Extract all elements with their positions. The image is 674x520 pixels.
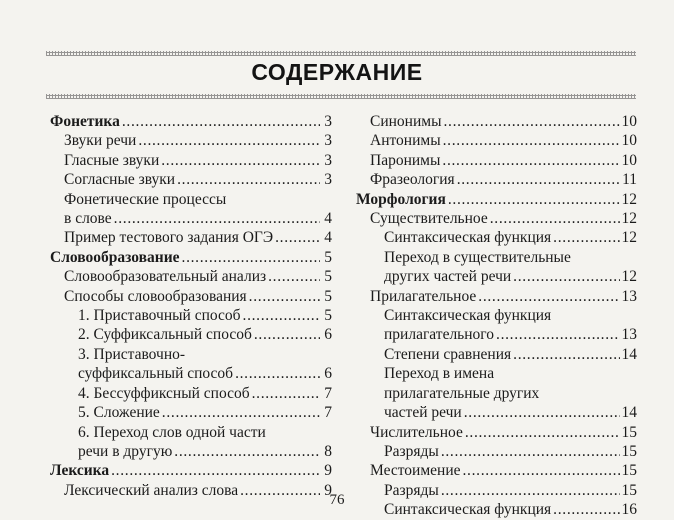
- toc-entry-text: 3. Приставочно-: [78, 345, 186, 363]
- toc-entry-text: Разряды: [384, 481, 439, 499]
- toc-entry[interactable]: [50, 151, 332, 170]
- dot-leader: [444, 112, 620, 131]
- toc-entry[interactable]: [356, 248, 637, 287]
- toc-entry-text: речи в другую: [78, 442, 173, 460]
- toc-page-number: 4: [324, 210, 332, 228]
- toc-entry[interactable]: [50, 306, 332, 325]
- page-number: 76: [329, 492, 345, 508]
- dot-leader: [138, 131, 320, 150]
- toc-page-number: 14: [621, 404, 637, 422]
- dot-leader: [496, 325, 619, 344]
- dot-leader: [122, 112, 320, 131]
- toc-entry[interactable]: [50, 423, 332, 462]
- dot-leader: [463, 461, 620, 480]
- toc-entry-text: Антонимы: [370, 132, 441, 150]
- toc-page-number: 7: [324, 404, 332, 422]
- toc-entry-text: Прилагательное: [370, 287, 477, 305]
- toc-entry[interactable]: [356, 461, 637, 480]
- toc-section-heading[interactable]: [50, 112, 332, 131]
- dot-leader: [254, 325, 320, 344]
- toc-entry[interactable]: [356, 423, 637, 442]
- toc-page-number: 15: [621, 442, 637, 460]
- toc-page-number: 12: [621, 190, 637, 208]
- toc-entry-text: Разряды: [384, 442, 439, 460]
- toc-entry-text: Гласные звуки: [64, 151, 160, 169]
- toc-page-number: 4: [324, 229, 332, 247]
- dot-leader: [249, 287, 320, 306]
- toc-page-number: 3: [324, 151, 332, 169]
- toc-entry[interactable]: [356, 364, 637, 422]
- toc-entry[interactable]: [356, 287, 637, 306]
- dot-leader: [464, 403, 620, 422]
- toc-page-number: 5: [324, 287, 332, 305]
- toc-page-number: 6: [324, 326, 332, 344]
- toc-entry-text: Пример тестового задания ОГЭ: [64, 229, 274, 247]
- dot-leader: [111, 461, 320, 480]
- dot-leader: [114, 209, 320, 228]
- toc-page-number: 3: [324, 132, 332, 150]
- toc-section-heading[interactable]: [356, 190, 637, 209]
- bottom-hatch-divider: [46, 94, 636, 99]
- toc-page-number: 13: [621, 326, 637, 344]
- toc-entry-text: Синонимы: [370, 113, 442, 130]
- toc-entry[interactable]: [50, 287, 332, 306]
- dot-leader: [174, 442, 320, 461]
- toc-entry-text: Переход в имена: [384, 365, 495, 383]
- dot-leader: [161, 151, 320, 170]
- toc-entry[interactable]: [356, 170, 637, 189]
- toc-page-number: 3: [324, 171, 332, 189]
- toc-entry-text: в слове: [64, 210, 112, 228]
- toc-entry[interactable]: [50, 228, 332, 247]
- toc-entry[interactable]: [356, 151, 637, 170]
- toc-right-column: [356, 112, 637, 520]
- toc-entry-text: Согласные звуки: [64, 171, 176, 189]
- toc-entry[interactable]: [356, 442, 637, 461]
- dot-leader: [465, 423, 620, 442]
- toc-entry[interactable]: [50, 403, 332, 422]
- dot-leader: [235, 364, 320, 383]
- dot-leader: [553, 228, 619, 247]
- dot-leader: [513, 345, 619, 364]
- toc-page-number: 14: [621, 345, 637, 363]
- toc-entry-text: Словообразовательный анализ: [64, 268, 267, 286]
- toc-entry[interactable]: [356, 228, 637, 247]
- toc-page-number: 9: [324, 481, 332, 499]
- toc-page-number: 6: [324, 365, 332, 383]
- toc-entry-text: Лексический анализ слова: [64, 481, 239, 499]
- toc-entry-text: 1. Приставочный способ: [78, 307, 241, 325]
- toc-entry[interactable]: [356, 345, 637, 364]
- toc-entry-text: 2. Суффиксальный способ: [78, 326, 252, 344]
- toc-entry[interactable]: [50, 190, 332, 229]
- toc-entry-text: суффиксальный способ: [78, 365, 234, 383]
- toc-entry-text: прилагательные других: [384, 384, 540, 402]
- toc-entry[interactable]: [50, 384, 332, 403]
- toc-entry-text: прилагательного: [384, 326, 495, 344]
- toc-entry-text: Синтаксическая функция: [384, 307, 552, 325]
- dot-leader: [457, 170, 620, 189]
- toc-entry-text: Переход в существительные: [384, 248, 571, 266]
- toc-entry[interactable]: [50, 170, 332, 189]
- toc-entry-text: Морфология: [356, 190, 446, 208]
- dot-leader: [243, 306, 320, 325]
- toc-section-heading[interactable]: [50, 461, 332, 480]
- dot-leader: [177, 170, 320, 189]
- toc-page-number: 13: [621, 287, 637, 305]
- toc-entry-text: Звуки речи: [64, 132, 137, 150]
- toc-entry-text: Степени сравнения: [384, 345, 512, 363]
- toc-page-number: 8: [324, 442, 332, 460]
- toc-entry-text: Существительное: [370, 210, 488, 228]
- toc-entry-text: Синтаксическая функция: [384, 229, 552, 247]
- toc-page-number: 12: [621, 210, 637, 228]
- toc-entry-text: Способы словообразования: [64, 287, 247, 305]
- toc-page-number: 15: [621, 462, 637, 480]
- toc-page-number: 11: [622, 171, 637, 189]
- toc-entry[interactable]: [356, 112, 637, 131]
- dot-leader: [478, 287, 619, 306]
- dot-leader: [275, 228, 320, 247]
- dot-leader: [162, 403, 320, 422]
- toc-entry-text: 4. Бессуффиксный способ: [78, 384, 250, 402]
- toc-entry-text: Фонетические процессы: [64, 190, 227, 208]
- toc-entry[interactable]: [50, 267, 332, 286]
- toc-entry-text: Словообразование: [50, 248, 180, 266]
- toc-left-column: [50, 112, 332, 500]
- page-title: СОДЕРЖАНИЕ: [251, 59, 423, 85]
- toc-entry-text: Синтаксическая функция: [384, 501, 552, 519]
- toc-section-heading[interactable]: [50, 248, 332, 267]
- dot-leader: [490, 209, 620, 228]
- toc-entry[interactable]: [356, 306, 637, 345]
- toc-entry-text: Числительное: [370, 423, 463, 441]
- dot-leader: [513, 267, 619, 286]
- toc-entry-text: других частей речи: [384, 268, 512, 286]
- toc-entry[interactable]: [50, 325, 332, 344]
- toc-entry[interactable]: [356, 131, 637, 150]
- toc-entry-text: частей речи: [384, 404, 462, 422]
- toc-entry[interactable]: [50, 131, 332, 150]
- toc-entry-text: Местоимение: [370, 462, 461, 480]
- toc-page-number: 5: [324, 268, 332, 286]
- toc-page-number: 5: [324, 307, 332, 325]
- dot-leader: [442, 151, 619, 170]
- dot-leader: [448, 190, 620, 209]
- toc-page-number: 7: [324, 384, 332, 402]
- toc-page-number: 12: [621, 268, 637, 286]
- toc-entry-text: Фразеология: [370, 171, 455, 189]
- toc-page-number: 10: [621, 113, 637, 130]
- dot-leader: [268, 267, 320, 286]
- toc-entry[interactable]: [50, 345, 332, 384]
- dot-leader: [182, 248, 320, 267]
- toc-page-number: 15: [621, 423, 637, 441]
- toc-page-number: 3: [324, 113, 332, 130]
- dot-leader: [443, 131, 620, 150]
- toc-entry[interactable]: [356, 209, 637, 228]
- toc-page-number: 15: [621, 481, 637, 499]
- toc-page-number: 12: [621, 229, 637, 247]
- toc-page-number: 10: [621, 151, 637, 169]
- toc-page-number: 9: [324, 462, 332, 480]
- toc-entry-text: Фонетика: [50, 113, 120, 130]
- toc-entry-text: Паронимы: [370, 151, 441, 169]
- top-hatch-divider: [46, 51, 636, 56]
- toc-page-number: 16: [621, 501, 637, 519]
- toc-page-number: 5: [324, 248, 332, 266]
- dot-leader: [252, 384, 320, 403]
- toc-entry-text: 6. Переход слов одной части: [78, 423, 266, 441]
- toc-entry-text: Лексика: [50, 462, 110, 480]
- toc-entry-text: 5. Сложение: [78, 404, 160, 422]
- toc-page-number: 10: [621, 132, 637, 150]
- dot-leader: [441, 442, 620, 461]
